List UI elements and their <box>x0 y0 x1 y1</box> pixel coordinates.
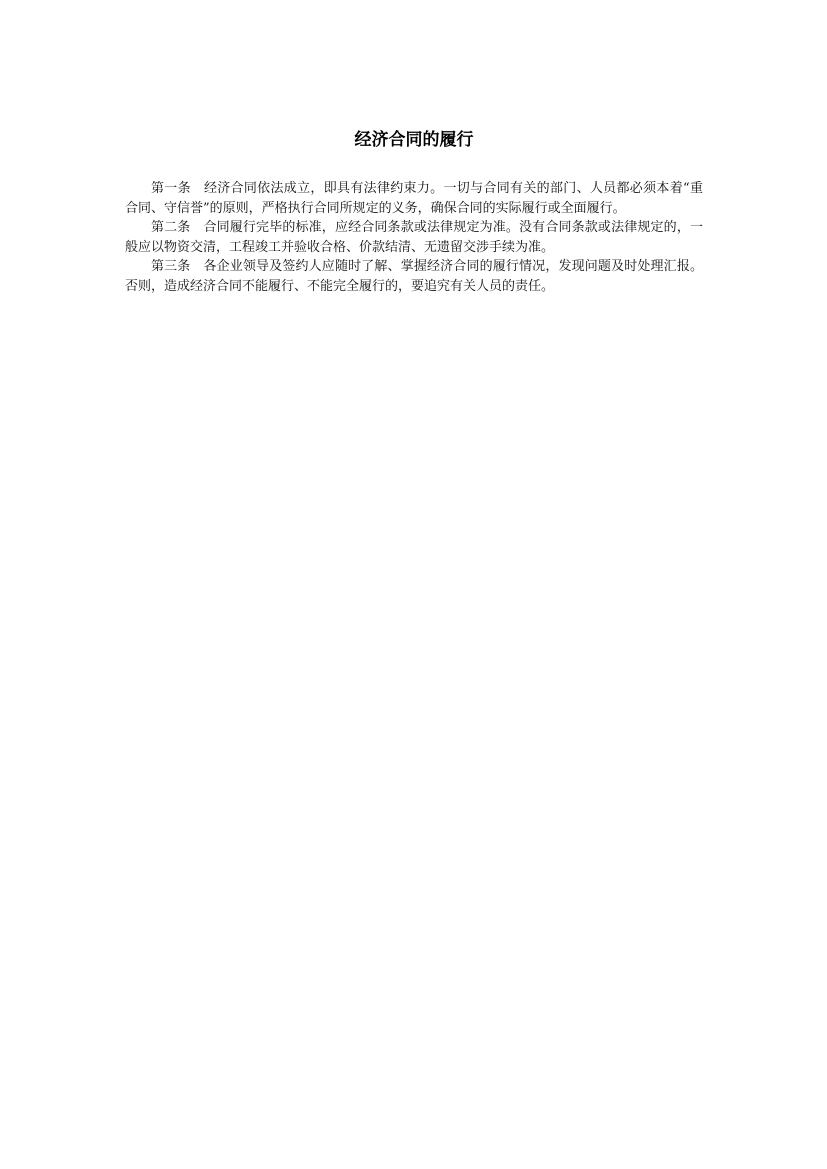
article-number: 第一条 <box>151 181 191 196</box>
article-list <box>125 179 703 296</box>
article-number: 第二条 <box>151 220 191 235</box>
article-2 <box>125 218 703 257</box>
document-title: 经济合同的履行 <box>354 130 474 150</box>
document-body <box>125 126 703 296</box>
article-1 <box>125 179 703 218</box>
article-text: 经济合同依法成立，即具有法律约束力。一切与合同有关的部门、人员都必须本着“重合同、守信誉”的原则，严格执行合同所规定的义务，确保合同的实际履行或全面履行。 <box>125 181 703 216</box>
article-3 <box>125 257 703 296</box>
article-number: 第三条 <box>151 259 191 274</box>
article-text: 各企业领导及签约人应随时了解、掌握经济合同的履行情况，发现问题及时处理汇报。否则，造成经济合同不能履行、不能完全履行的，要追究有关人员的责任。 <box>125 259 703 294</box>
article-text: 合同履行完毕的标准，应经合同条款或法律规定为准。没有合同条款或法律规定的，一般应以物资交清，工程竣工并验收合格、价款结清、无遗留交涉手续为准。 <box>125 220 703 255</box>
